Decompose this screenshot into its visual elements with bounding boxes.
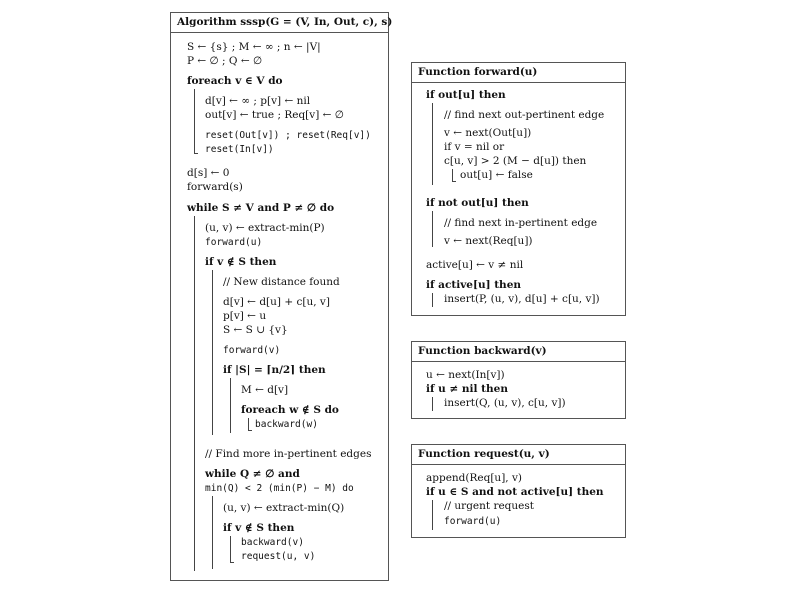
code-line: if active[u] then [426, 279, 522, 291]
code-line: (u, v) ← extract-min(P) [205, 222, 325, 234]
comment-line: // New distance found [223, 276, 340, 288]
block-bar [212, 270, 213, 435]
code-line: M ← d[v] [241, 384, 289, 396]
code-line: if not out[u] then [426, 197, 529, 209]
block-bar [194, 89, 195, 153]
code-line: forward(u) [205, 237, 263, 248]
function-request-title: Function request(u, v) [412, 445, 625, 465]
block-bar [230, 536, 231, 562]
comment-line: // find next in-pertinent edge [444, 217, 598, 229]
block-bar [212, 496, 213, 569]
code-line: v ← next(Req[u]) [444, 235, 533, 247]
code-line: backward(w) [255, 419, 318, 430]
code-line: if u ∈ S and not active[u] then [426, 486, 604, 498]
code-line: S ← {s} ; M ← ∞ ; n ← |V| [187, 41, 321, 53]
code-line: request(u, v) [241, 551, 316, 562]
block-bar [432, 211, 433, 247]
code-line: S ← S ∪ {v} [223, 324, 288, 336]
block-bar [452, 169, 453, 181]
code-line: if u ≠ nil then [426, 383, 508, 395]
function-request-box [411, 444, 626, 538]
block-bar-end [194, 153, 198, 154]
code-line: if |S| = ⌈n/2⌉ then [223, 364, 326, 376]
code-line: insert(Q, (u, v), c[u, v]) [444, 397, 566, 409]
code-line: d[v] ← ∞ ; p[v] ← nil [205, 95, 311, 107]
function-backward-box [411, 341, 626, 419]
code-line: P ← ∅ ; Q ← ∅ [187, 55, 263, 67]
code-line: active[u] ← v ≠ nil [426, 259, 524, 271]
code-line: p[v] ← u [223, 310, 267, 322]
code-line: if v ∉ S then [223, 522, 295, 534]
code-line: backward(v) [241, 537, 304, 548]
function-forward-box [411, 62, 626, 316]
block-bar-end [452, 181, 456, 182]
comment-line: // Find more in-pertinent edges [205, 448, 372, 460]
code-line: append(Req[u], v) [426, 472, 522, 484]
block-bar [432, 293, 433, 307]
code-line: v ← next(Out[u]) [444, 127, 532, 139]
block-bar-end [248, 430, 252, 431]
code-line: min(Q) < 2 (min(P) − M) do [205, 483, 354, 494]
block-bar [248, 418, 249, 430]
code-line: forward(s) [187, 181, 243, 193]
code-line: if v ∉ S then [205, 256, 277, 268]
code-line: reset(In[v]) [205, 144, 274, 155]
code-line: c[u, v] > 2 (M − d[u]) then [444, 155, 587, 167]
code-line: foreach v ∈ V do [187, 75, 283, 87]
comment-line: // find next out-pertinent edge [444, 109, 605, 121]
block-bar [230, 378, 231, 433]
code-line: forward(v) [223, 345, 281, 356]
block-bar [432, 103, 433, 185]
code-line: out[v] ← true ; Req[v] ← ∅ [205, 109, 344, 121]
block-bar-end [230, 562, 234, 563]
function-forward-title: Function forward(u) [412, 63, 625, 83]
code-line: if out[u] then [426, 89, 506, 101]
code-line: foreach w ∉ S do [241, 404, 339, 416]
code-line: reset(Out[v]) ; reset(Req[v]) [205, 130, 371, 141]
code-line: if v = nil or [444, 141, 505, 153]
algorithm-sssp-title: Algorithm sssp(G = (V, In, Out, c), s) [171, 13, 388, 33]
function-backward-title: Function backward(v) [412, 342, 625, 362]
code-line: u ← next(In[v]) [426, 369, 505, 381]
code-line: out[u] ← false [460, 169, 533, 181]
block-bar [194, 216, 195, 571]
code-line: d[s] ← 0 [187, 167, 230, 179]
code-line: (u, v) ← extract-min(Q) [223, 502, 345, 514]
algorithm-sssp-box [170, 12, 393, 581]
block-bar [432, 500, 433, 530]
code-line: forward(u) [444, 516, 502, 527]
code-line: insert(P, (u, v), d[u] + c[u, v]) [444, 293, 600, 305]
comment-line: // urgent request [444, 500, 534, 512]
code-line: while Q ≠ ∅ and [205, 468, 300, 480]
code-line: d[v] ← d[u] + c[u, v] [223, 296, 330, 308]
block-bar [432, 397, 433, 411]
code-line: while S ≠ V and P ≠ ∅ do [187, 202, 335, 214]
